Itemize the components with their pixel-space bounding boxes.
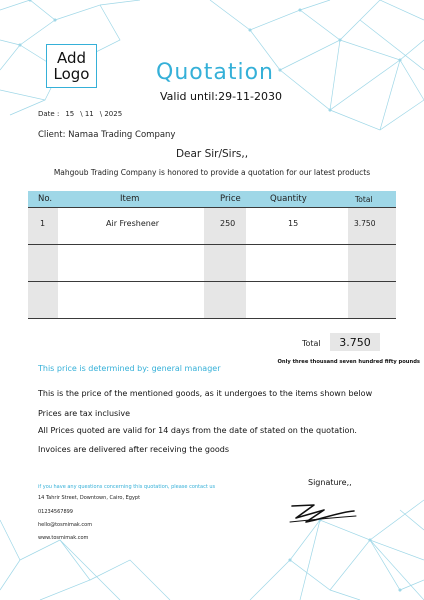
price-cell-bg (204, 245, 246, 281)
table-header (28, 191, 396, 207)
contact-website[interactable]: www.tosmimak.com (38, 535, 89, 541)
contact-question: if you have any questions concerning this quotation, please contact us (38, 484, 216, 490)
signature-scribble (284, 498, 364, 528)
document-title: Quotation (156, 60, 274, 85)
contact-address: 14 Tahrir Street, Downtown, Cairo, Egypt (38, 495, 141, 501)
note-invoices: Invoices are delivered after receiving the goods (38, 445, 230, 454)
valid-until-label: Valid until: (160, 90, 219, 103)
contact-phone: 01234567899 (38, 509, 73, 515)
table-row (28, 207, 396, 245)
date-day: 15 (65, 110, 75, 118)
date-label: Date : (38, 110, 60, 118)
total-value: 3.750 (330, 333, 380, 351)
row-total: 3.750 (354, 219, 376, 228)
valid-until-date: 29-11-2030 (218, 90, 283, 103)
total-cell-bg (348, 245, 396, 281)
date-month: \ 11 (80, 110, 94, 118)
header-price: Price (220, 194, 241, 204)
header-item: Item (120, 194, 140, 204)
table-row (28, 282, 396, 319)
row-price: 250 (220, 219, 236, 228)
no-cell-bg (28, 245, 58, 281)
header-quantity: Quantity (270, 194, 307, 204)
note-tax-inclusive: Prices are tax inclusive (38, 409, 131, 418)
quotation-date (38, 110, 122, 118)
determined-by: This price is determined by: general manager (38, 364, 221, 373)
total-cell-bg (348, 282, 396, 318)
logo-line-1: Add (56, 49, 87, 67)
row-item: Air Freshener (106, 219, 160, 228)
price-cell-bg (204, 282, 246, 318)
total-in-words: Only three thousand seven hundred fifty pounds (277, 359, 420, 365)
greeting: Dear Sir/Sirs,, (175, 148, 249, 160)
contact-email[interactable]: hello@tosmimak.com (38, 522, 93, 528)
note-validity: All Prices quoted are valid for 14 days from the date of stated on the quotation. (38, 426, 357, 435)
logo-line-2: Logo (53, 65, 90, 83)
client-name: Client: Namaa Trading Company (38, 130, 176, 140)
no-cell-bg (28, 282, 58, 318)
row-no: 1 (40, 219, 46, 228)
logo-placeholder (46, 44, 97, 88)
note-mentioned-goods: This is the price of the mentioned goods, as it undergoes to the items shown below (38, 389, 373, 398)
row-quantity: 15 (288, 219, 299, 228)
total-label: Total (302, 339, 321, 348)
signature-label: Signature,, (308, 478, 352, 487)
quotation-table (28, 191, 396, 319)
header-total: Total (355, 194, 373, 204)
intro-text: Mahgoub Trading Company is honored to provide a quotation for our latest products (53, 168, 371, 177)
table-row (28, 245, 396, 282)
valid-until (160, 90, 282, 103)
date-year: \ 2025 (99, 110, 123, 118)
header-no: No. (38, 194, 53, 204)
